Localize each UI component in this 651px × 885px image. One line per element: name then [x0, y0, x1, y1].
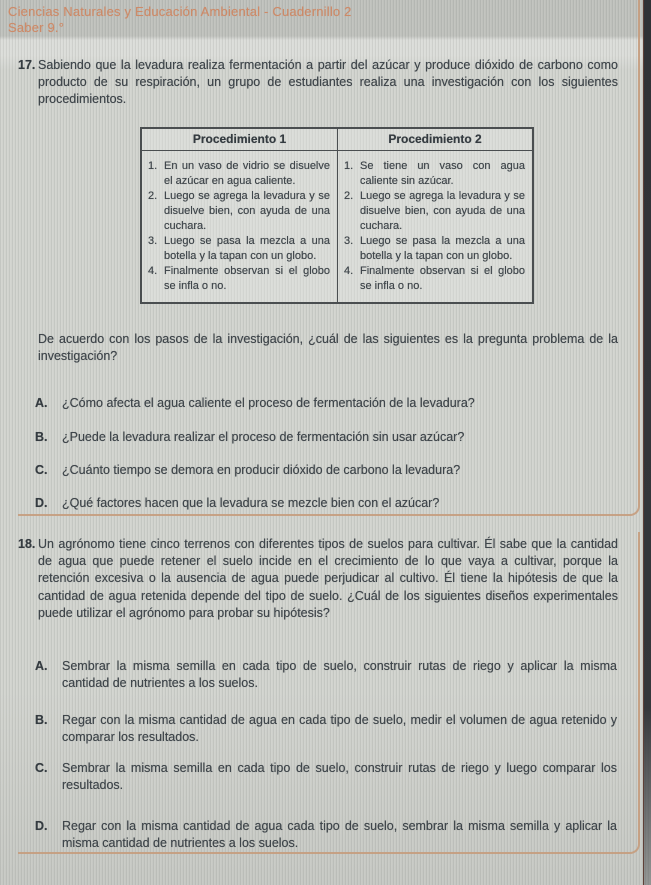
option-text: ¿Puede la levadura realizar el proceso de fermentación sin usar azúcar? — [62, 430, 465, 444]
step-number: 1. — [344, 160, 354, 172]
question18-number: 18. — [18, 537, 36, 551]
procedure1-step — [148, 189, 330, 234]
option-letter: D. — [35, 496, 48, 510]
step-text: Se tiene un vaso con agua caliente sin azúcar. — [360, 160, 525, 187]
table-header-procedure1: Procedimiento 1 — [142, 129, 337, 151]
question17-prompt: De acuerdo con los pasos de la investigación, ¿cuál de las siguientes es la pregunta problema de la investigación? — [38, 332, 618, 364]
question18-intro-text: Un agrónomo tiene cinco terrenos con diferentes tipos de suelos para cultivar. Él sabe que la cantidad de agua que puede retener el suelo incide en el crecimiento de lo que vaya a cultivar, porque la retención excesiva o la ausencia de agua puede perjudicar al cultivo. Él tiene la hipótesis de que la cantidad de agua retenida depende del tipo de suelo. ¿Cuál de los siguientes diseños experimentales puede utilizar el agrónomo para probar su hipótesis? — [38, 537, 618, 620]
step-number: 3. — [148, 235, 158, 247]
step-text: En un vaso de vidrio se disuelve el azúcar en agua caliente. — [164, 160, 330, 187]
procedures-table — [140, 127, 534, 304]
step-text: Luego se pasa la mezcla a una botella y la tapan con un globo. — [164, 235, 330, 262]
option-17-c — [35, 462, 617, 479]
procedure1-step — [148, 159, 330, 189]
table-header-procedure2: Procedimiento 2 — [337, 129, 532, 151]
procedure2-step — [344, 189, 525, 234]
table-cell-procedure2 — [337, 151, 532, 302]
option-text: Sembrar la misma semilla en cada tipo de suelo, construir rutas de riego y aplicar la misma cantidad de nutrientes a los suelos. — [62, 659, 617, 690]
option-text: ¿Cómo afecta el agua caliente el proceso de fermentación de la levadura? — [62, 396, 475, 410]
option-letter: A. — [35, 659, 48, 673]
option-text: Regar con la misma cantidad de agua cada tipo de suelo, sembrar la misma semilla y aplicar la misma cantidad de nutrientes a los suelos. — [62, 819, 617, 850]
option-text: Regar con la misma cantidad de agua en cada tipo de suelo, medir el volumen de agua retenido y comparar los resultados. — [62, 713, 617, 744]
option-letter: C. — [35, 463, 48, 477]
option-18-a — [35, 658, 617, 692]
option-17-a — [35, 395, 617, 412]
option-text: Sembrar la misma semilla en cada tipo de suelo, construir rutas de riego y luego comparar los resultados. — [62, 761, 617, 792]
option-letter: B. — [35, 713, 48, 727]
scan-edge-shadow — [643, 0, 651, 885]
option-letter: D. — [35, 819, 48, 833]
step-number: 2. — [148, 190, 158, 202]
procedure2-step — [344, 264, 525, 294]
option-17-d — [35, 495, 617, 512]
step-number: 1. — [148, 160, 158, 172]
option-17-b — [35, 429, 617, 446]
question17-number: 17. — [18, 58, 36, 72]
option-text: ¿Cuánto tiempo se demora en producir dióxido de carbono la levadura? — [62, 463, 461, 477]
procedure2-step — [344, 159, 525, 189]
option-18-b — [35, 712, 617, 746]
step-number: 4. — [148, 265, 158, 277]
option-18-c — [35, 760, 617, 794]
option-18-d — [35, 818, 617, 852]
step-text: Finalmente observan si el globo se infla o no. — [360, 265, 525, 292]
header-subject-title: Ciencias Naturales y Educación Ambiental - Cuadernillo 2 — [8, 4, 352, 19]
table-cell-procedure1 — [142, 151, 337, 302]
option-letter: C. — [35, 761, 48, 775]
question17-intro — [18, 57, 618, 109]
option-letter: A. — [35, 396, 48, 410]
step-number: 3. — [344, 235, 354, 247]
step-number: 4. — [344, 265, 354, 277]
option-letter: B. — [35, 430, 48, 444]
step-text: Finalmente observan si el globo se infla o no. — [164, 265, 330, 292]
option-text: ¿Qué factores hacen que la levadura se mezcle bien con el azúcar? — [62, 496, 440, 510]
step-number: 2. — [344, 190, 354, 202]
procedure2-step — [344, 234, 525, 264]
step-text: Luego se agrega la levadura y se disuelve bien, con ayuda de una cuchara. — [164, 190, 330, 232]
procedure1-step — [148, 234, 330, 264]
header-grade-label: Saber 9.° — [8, 20, 65, 35]
question18-intro — [18, 536, 618, 622]
step-text: Luego se pasa la mezcla a una botella y la tapan con un globo. — [360, 235, 525, 262]
procedure1-step — [148, 264, 330, 294]
step-text: Luego se agrega la levadura y se disuelve bien, con ayuda de una cuchara. — [360, 190, 525, 232]
question17-intro-text: Sabiendo que la levadura realiza fermentación a partir del azúcar y produce dióxido de carbono como producto de su respiración, un grupo de estudiantes realiza una investigación con los siguientes procedimientos. — [38, 58, 618, 107]
